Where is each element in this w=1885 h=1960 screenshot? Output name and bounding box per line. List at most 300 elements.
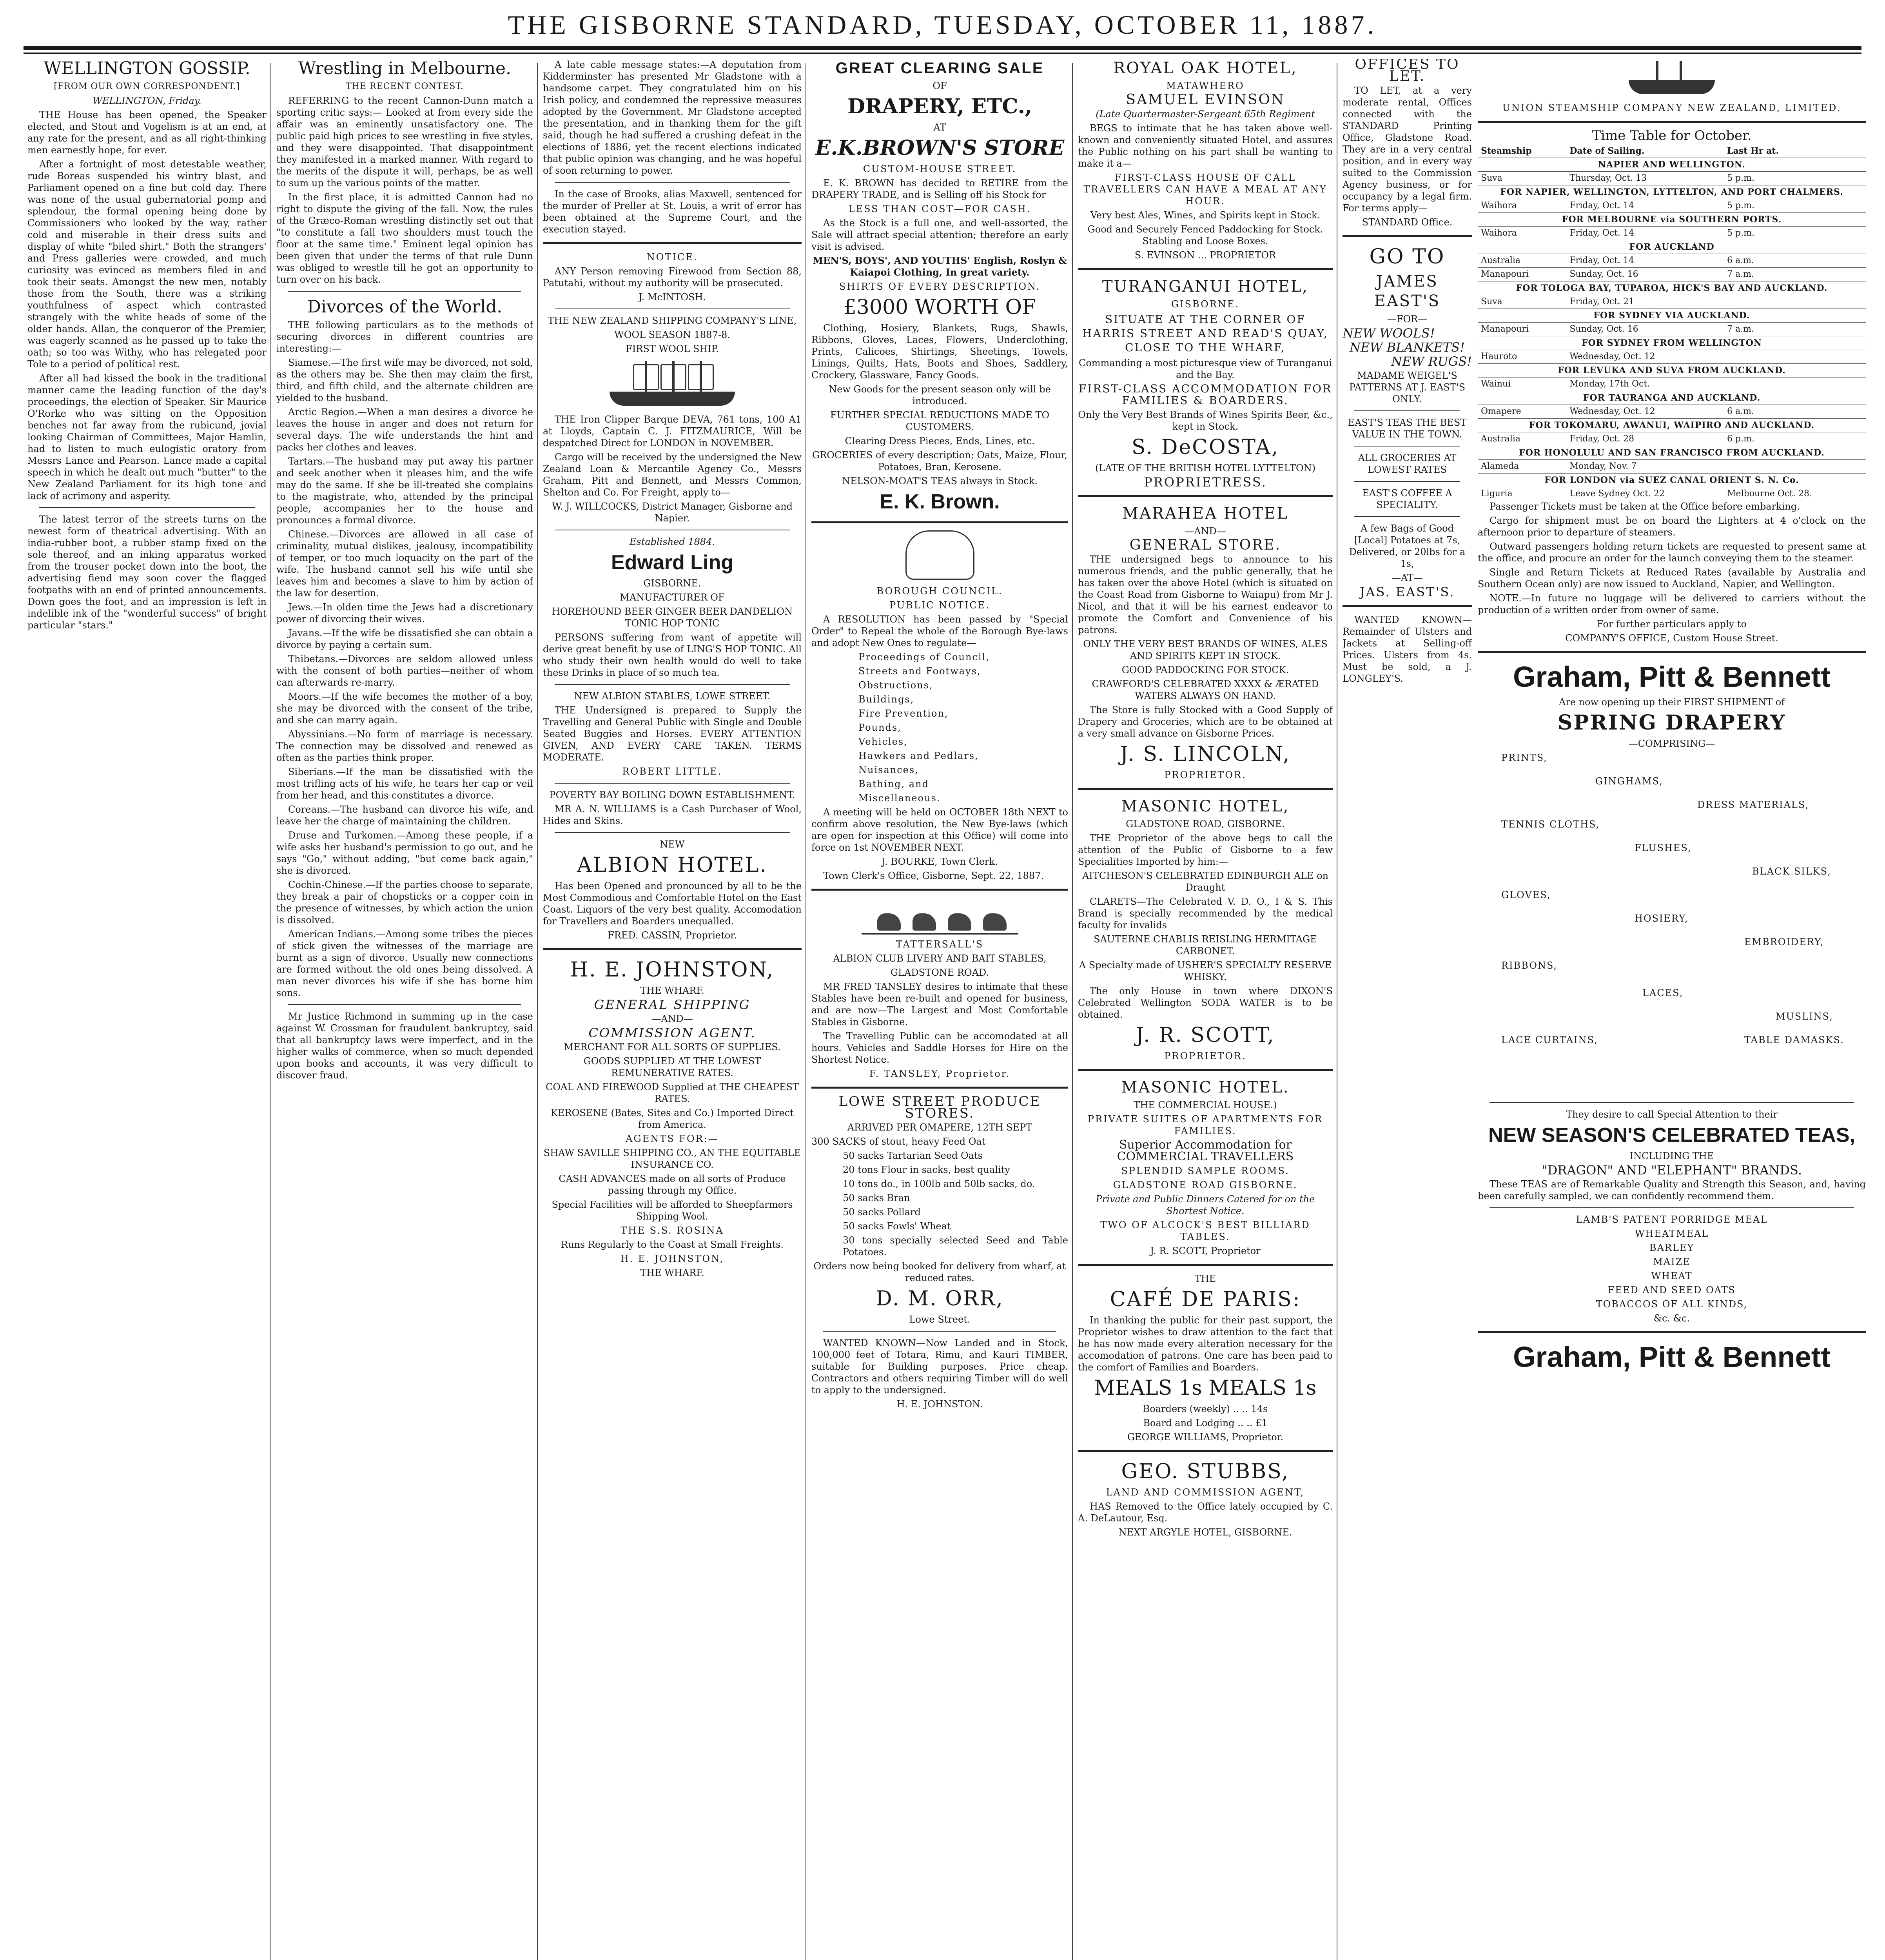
evinson-late: (Late Quartermaster-Sergeant 65th Regiment — [1096, 109, 1315, 120]
gpb-good: FEED AND SEED OATS — [1607, 1285, 1736, 1296]
gpb-good: TOBACCOS OF ALL KINDS, — [1596, 1299, 1748, 1310]
ship-text: THE Iron Clipper Barque DEVA, 761 tons, 100 A1 at Lloyds, Captain C. J. FITZMAURICE, Will be despatched Direct for LONDON in NOVEMBER. — [543, 414, 802, 448]
ship-signature: W. J. WILLCOCKS, District Manager, Gisborne and Napier. — [552, 501, 793, 524]
gpb-teas: NEW SEASON'S CELEBRATED TEAS, — [1488, 1124, 1855, 1147]
orr-name: D. M. ORR, — [876, 1287, 1004, 1310]
johnston-merchant: MERCHANT FOR ALL SORTS OF SUPPLIES. — [564, 1042, 781, 1053]
article-subheading: THE RECENT CONTEST. — [346, 82, 464, 91]
timetable-section: FOR LONDON via SUEZ CANAL ORIENT S. N. Co. — [1478, 474, 1866, 487]
gpb-item: TENNIS CLOTHS, — [1501, 819, 1600, 830]
timetable-time: 6 a.m. — [1724, 254, 1866, 268]
gpb-item: TABLE DAMASKS. — [1744, 1034, 1844, 1045]
timetable-time: 5 p.m. — [1724, 172, 1866, 185]
divider — [823, 1331, 1056, 1332]
article-paragraph: Coreans.—The husband can divorce his wife, and leave her the charge of maintaining the children. — [276, 804, 533, 827]
timetable-section-row — [1478, 240, 1866, 254]
sale-items: Clothing, Hosiery, Blankets, Rugs, Shawls, Ribbons, Gloves, Laces, Flowers, Underclothing, Prints, Calicoes, Shirtings, Sheetings, Towels, Linings, Quilts, Hats, Boots and Shoes, Saddlery, Crockery, Glassware, Fancy Goods. — [811, 323, 1068, 381]
timetable-section-row — [1478, 391, 1866, 405]
timetable-ship: Australia — [1478, 254, 1566, 268]
sailing-ship-icon — [602, 359, 743, 410]
albion-stables-heading: NEW ALBION STABLES, LOWE STREET. — [574, 691, 771, 702]
timetable-section: FOR SYDNEY FROM WELLINGTON — [1478, 336, 1866, 350]
horses-icon — [862, 898, 1018, 935]
wanted-text: WANTED KNOWN—Now Landed and in Stock, 100,000 feet of Totara, Rimu, and Kauri TIMBER, suitable for Building purposes. Price cheap. Contractors and others requiring Timber will do well to apply to the undersigned. — [811, 1338, 1068, 1396]
timetable-row — [1478, 227, 1866, 240]
dateline: WELLINGTON, Friday. — [93, 95, 201, 106]
lowe-item: 50 sacks Pollard — [843, 1207, 921, 1218]
divider — [1354, 410, 1460, 411]
east-teas: EAST'S TEAS THE BEST VALUE IN THE TOWN. — [1348, 417, 1467, 440]
byline: [FROM OUR OWN CORRESPONDENT.] — [54, 82, 240, 91]
go-to: GO TO — [1369, 245, 1445, 269]
orr-street: Lowe Street. — [909, 1314, 971, 1325]
new-blankets: NEW BLANKETS! — [1350, 340, 1465, 355]
timetable-table — [1478, 144, 1866, 501]
divider-thick — [1478, 121, 1866, 123]
passenger-note: Cargo for shipment must be on board the Lighters at 4 o'clock on the afternoon prior to departure of steamers. — [1478, 515, 1866, 538]
timetable-section: FOR TOKOMARU, AWANUI, WAIPIRO AND AUCKLAND. — [1478, 419, 1866, 432]
gpb-item: EMBROIDERY, — [1744, 936, 1824, 947]
masonic-commercial-heading: MASONIC HOTEL. — [1121, 1078, 1290, 1096]
rosina-text: Runs Regularly to the Coast at Small Freights. — [561, 1239, 784, 1250]
timetable-date: Friday, Oct. 28 — [1566, 432, 1724, 446]
sale-clearing: Clearing Dress Pieces, Ends, Lines, etc. — [845, 436, 1035, 446]
ling-text: PERSONS suffering from want of appetite will derive great benefit by use of LING'S HOP TONIC. All who study their own health would do well to take these Drinks in place of so much tea. — [543, 632, 802, 678]
timetable-row — [1478, 323, 1866, 336]
timetable-date: Sunday, Oct. 16 — [1566, 268, 1724, 281]
divider — [555, 783, 790, 784]
divider-thick — [1078, 1450, 1333, 1452]
column-wrestling-divorces — [276, 59, 533, 1960]
article-paragraph: Thibetans.—Divorces are seldom allowed unless with the consent of both parties—neither of whom can afterwards re-marry. — [276, 653, 533, 688]
johnston-footer: H. E. JOHNSTON, — [620, 1253, 724, 1264]
lowe-item: 50 sacks Fowls' Wheat — [843, 1221, 951, 1232]
stubbs-agent: LAND AND COMMISSION AGENT, — [1106, 1487, 1305, 1498]
timetable-time: 6 p.m. — [1724, 432, 1866, 446]
turanganui-place: GISBORNE. — [1171, 299, 1240, 310]
gpb-item: GLOVES, — [1501, 889, 1551, 900]
sale-shirts: SHIRTS OF EVERY DESCRIPTION. — [839, 281, 1041, 292]
boiling-heading: POVERTY BAY BOILING DOWN ESTABLISHMENT. — [549, 789, 795, 800]
timetable-section-row — [1478, 309, 1866, 323]
column-offices-east — [1343, 59, 1472, 1960]
masonic-road: GLADSTONE ROAD, GISBORNE. — [1126, 818, 1285, 829]
stubbs-address: NEXT ARGYLE HOTEL, GISBORNE. — [1118, 1527, 1292, 1538]
divider — [1489, 1102, 1854, 1103]
article-paragraph: Moors.—If the wife becomes the mother of a boy, she may be divorced with the consent of the tribe, and she can marry again. — [276, 691, 533, 726]
timetable-section: FOR LEVUKA AND SUVA FROM AUCKLAND. — [1478, 364, 1866, 377]
gpb-item: FLUSHES, — [1635, 842, 1692, 853]
passenger-note: Outward passengers holding return tickets are requested to present same at the office, and procure an order for the launch conveying them to the steamer. — [1478, 541, 1866, 564]
albion-stables-signature: ROBERT LITTLE. — [622, 766, 722, 777]
council-item: Bathing, and — [858, 779, 929, 789]
divider-thick — [811, 1087, 1068, 1089]
johnston-coal: COAL AND FIREWOOD Supplied at THE CHEAPEST RATES. — [546, 1082, 799, 1104]
passenger-note: Single and Return Tickets at Reduced Rates (available by Australia and Southern Ocean only) are now issued to Auckland, Napier, and Wellington. — [1478, 567, 1866, 590]
gpb-good: BARLEY — [1649, 1242, 1695, 1253]
timetable-ship: Australia — [1478, 432, 1566, 446]
offices-heading: OFFICES TO LET. — [1355, 59, 1460, 84]
divider-thick — [811, 889, 1068, 891]
council-item: Nuisances, — [858, 764, 919, 775]
further-particulars: For further particulars apply to — [1597, 619, 1747, 630]
johnston-agents: AGENTS FOR:— — [626, 1133, 719, 1144]
turanganui-accom: FIRST-CLASS ACCOMMODATION FOR FAMILIES & BOARDERS. — [1078, 382, 1332, 407]
article-paragraph: Siberians.—If the man be dissatisfied with the most trifling acts of his wife, he tears her cap or veil from her head, and this constitutes a divorce. — [276, 766, 533, 801]
masthead-rule-thin — [24, 53, 1861, 54]
timetable-date: Wednesday, Oct. 12 — [1566, 405, 1724, 419]
council-item: Miscellaneous. — [858, 793, 941, 804]
divider-thick — [1078, 495, 1333, 497]
timetable-row — [1478, 172, 1866, 185]
timetable-ship: Manapouri — [1478, 323, 1566, 336]
east-groceries: ALL GROCERIES AT LOWEST RATES — [1358, 452, 1457, 475]
divider — [555, 832, 790, 833]
lincoln-prop: PROPRIETOR. — [1164, 769, 1246, 780]
article-paragraph: THE following particulars as to the methods of securing divorces in different countries are interesting:— — [276, 319, 533, 354]
gpb-item: HOSIERY, — [1635, 913, 1689, 924]
tattersall-road: GLADSTONE ROAD. — [890, 967, 989, 978]
council-item: Vehicles, — [858, 736, 908, 747]
cafe-name: CAFÉ DE PARIS: — [1110, 1288, 1301, 1311]
johnston-footer-wharf: THE WHARF. — [640, 1267, 704, 1278]
gpb-item: PRINTS, — [1501, 752, 1548, 763]
timetable-time: 7 a.m. — [1724, 268, 1866, 281]
decosta-name: S. DeCOSTA, — [1131, 436, 1279, 459]
gpb-spring: SPRING DRAPERY — [1557, 711, 1786, 735]
timetable-ship: Wainui — [1478, 377, 1566, 391]
tattersall-name: TATTERSALL'S — [896, 939, 984, 950]
council-office: Town Clerk's Office, Gisborne, Sept. 22, 1887. — [823, 870, 1044, 881]
sale-clothing: MEN'S, BOYS', AND YOUTHS' English, Roslyn & Kaiapoi Clothing, In great variety. — [813, 255, 1067, 278]
masonic-whisky: A Specialty made of USHER'S SPECIALTY RESERVE WHISKY. — [1079, 960, 1332, 982]
divider — [39, 507, 255, 508]
timetable-date: Friday, Oct. 21 — [1566, 295, 1724, 309]
east-at: —AT— — [1391, 572, 1423, 583]
article-paragraph: Siamese.—The first wife may be divorced, not sold, as the others may be. She then may claim the first, third, and fifth child, and the alternate children are yielded to the husband. — [276, 357, 533, 403]
albion-hotel-new: NEW — [660, 839, 685, 850]
timetable-row — [1478, 254, 1866, 268]
council-item: Fire Prevention, — [858, 708, 949, 719]
johnston-agents-list: SHAW SAVILLE SHIPPING CO., AN THE EQUITABLE INSURANCE CO. — [543, 1147, 801, 1170]
gpb-item: DRESS MATERIALS, — [1697, 799, 1809, 810]
divider — [555, 684, 790, 685]
masonic-suites: PRIVATE SUITES OF APARTMENTS FOR FAMILIES. — [1087, 1114, 1323, 1136]
evinson-name: SAMUEL EVINSON — [1126, 92, 1285, 108]
gpb-item: LACE CURTAINS, — [1501, 1034, 1598, 1045]
johnston-name: H. E. JOHNSTON, — [570, 958, 775, 982]
divider-thick — [1078, 788, 1333, 790]
johnston-special: Special Facilities will be afforded to Sheepfarmers Shipping Wool. — [552, 1199, 793, 1222]
lowe-item: 30 tons specially selected Seed and Table Potatoes. — [843, 1235, 1068, 1258]
tattersall-signature: F. TANSLEY, Proprietor. — [869, 1068, 1011, 1079]
brown-store: E.K.BROWN'S STORE — [815, 136, 1065, 160]
council-item: Obstructions, — [858, 680, 933, 691]
timetable-time: Melbourne Oct. 28. — [1724, 487, 1866, 501]
timetable-time: 6 a.m. — [1724, 405, 1866, 419]
article-paragraph: Tartars.—The husband may put away his partner and seek another when it pleases him, and the wife may do the same. If she be ill-treated she complains to the magistrate, who, attended by the principal people, accompanies her to the house and pronounces a formal divorce. — [276, 456, 533, 526]
evinson-text: BEGS to intimate that he has taken above well-known and conveniently situated Hotel, and assures the Public nothing on his part shall be wanting to make it a— — [1078, 123, 1333, 169]
timetable-date: Wednesday, Oct. 12 — [1566, 350, 1724, 364]
timetable-time: 5 p.m. — [1724, 227, 1866, 240]
gpb-footer: Graham, Pitt & Bennett — [1513, 1341, 1831, 1373]
gpb-good: MAIZE — [1653, 1256, 1691, 1267]
timetable-row — [1478, 377, 1866, 391]
masonic-text: THE Proprietor of the above begs to call the attention of the Public of Gisborne to a few Specialities Imported by him:— — [1078, 833, 1333, 867]
timetable-ship: Omapere — [1478, 405, 1566, 419]
evinson-house: FIRST-CLASS HOUSE OF CALL TRAVELLERS CAN HAVE A MEAL AT ANY HOUR. — [1083, 172, 1327, 207]
lincoln-name: J. S. LINCOLN, — [1120, 742, 1291, 766]
timetable-section-row — [1478, 213, 1866, 227]
notice-heading: NOTICE. — [646, 252, 698, 263]
timetable-ship: Suva — [1478, 295, 1566, 309]
timetable-date: Friday, Oct. 14 — [1566, 199, 1724, 213]
marahea-brands: ONLY THE VERY BEST BRANDS OF WINES, ALES AND SPIRITS KEPT IN STOCK. — [1083, 639, 1328, 661]
turanganui-view: Commanding a most picturesque view of Turanganui and the Bay. — [1078, 358, 1332, 380]
gpb-attention: They desire to call Special Attention to their — [1566, 1109, 1778, 1120]
gpb-opening: Are now opening up their FIRST SHIPMENT of — [1558, 697, 1785, 708]
timetable-row — [1478, 460, 1866, 474]
lowe-item: 50 sacks Tartarian Seed Oats — [843, 1150, 983, 1161]
tattersall-public: The Travelling Public can be accomodated at all hours. Vehicles and Saddle Horses for Hire on the Shortest Notice. — [811, 1031, 1068, 1065]
scott-prop: PROPRIETOR. — [1164, 1051, 1246, 1062]
gpb-item: RIBBONS, — [1501, 960, 1558, 971]
column-news-ads — [543, 59, 802, 1960]
council-signature: J. BOURKE, Town Clerk. — [882, 856, 998, 867]
council-item: Hawkers and Pedlars, — [858, 750, 979, 761]
timetable-header-row — [1478, 144, 1866, 158]
ling-products: HOREHOUND BEER GINGER BEER DANDELION TONIC HOP TONIC — [552, 606, 793, 629]
council-meeting: A meeting will be held on OCTOBER 18th NEXT to confirm above resolution, the New Bye-laws (which are open for inspection at this Office) will come into force on 1st NOVEMBER NEXT. — [811, 807, 1068, 853]
timetable-date: Monday, Nov. 7 — [1566, 460, 1724, 474]
notice-text: ANY Person removing Firewood from Section 88, Patutahi, without my authority will be prosecuted. — [543, 266, 802, 289]
ling-name: Edward Ling — [611, 551, 733, 574]
sale-of: OF — [933, 80, 947, 91]
evinson-signature: S. EVINSON ... PROPRIETOR — [1134, 250, 1276, 261]
first-wool-ship: FIRST WOOL SHIP. — [626, 343, 719, 354]
gpb-etc: &c. &c. — [1653, 1313, 1690, 1324]
column-divider — [270, 63, 271, 1960]
sale-amount: £3000 WORTH OF — [843, 296, 1036, 319]
timetable-section-row — [1478, 419, 1866, 432]
timetable-ship: Waihora — [1478, 227, 1566, 240]
evinson-paddock: Good and Securely Fenced Paddocking for Stock. Stabling and Loose Boxes. — [1087, 224, 1323, 247]
sale-heading: GREAT CLEARING SALE — [835, 60, 1044, 77]
gpb-teas-text: These TEAS are of Remarkable Quality and Strength this Season, and, having been carefully sampled, we can confidently recommend them. — [1478, 1179, 1866, 1201]
council-item: Pounds, — [858, 722, 902, 733]
gpb-brands: "DRAGON" AND "ELEPHANT" BRANDS. — [1542, 1163, 1802, 1178]
shipping-heading: THE NEW ZEALAND SHIPPING COMPANY'S LINE, — [548, 315, 797, 326]
sale-reductions: FURTHER SPECIAL REDUCTIONS MADE TO CUSTOMERS. — [830, 410, 1050, 432]
royal-oak-heading: ROYAL OAK HOTEL, — [1113, 59, 1297, 77]
offices-signature: STANDARD Office. — [1362, 217, 1453, 228]
masonic-clarets: CLARETS—The Celebrated V. D. O., I & S. This Brand is specially recommended by the medical faculty for invalids — [1078, 896, 1333, 931]
east-coffee: EAST'S COFFEE A SPECIALITY. — [1362, 488, 1452, 510]
timetable-row — [1478, 199, 1866, 213]
sale-text: As the Stock is a full one, and well-assorted, the Sale will attract special attention; therefore an early visit is advised. — [811, 218, 1068, 252]
custom-house-street: CUSTOM-HOUSE STREET. — [863, 163, 1017, 174]
timetable-date: Leave Sydney Oct. 22 — [1566, 487, 1724, 501]
scott-name: J. R. SCOTT, — [1136, 1024, 1275, 1047]
divider-thick — [1078, 1069, 1333, 1071]
gpb-good: WHEAT — [1651, 1270, 1693, 1281]
article-paragraph: Jews.—In olden time the Jews had a discretionary power of divorcing their wives. — [276, 602, 533, 624]
article-paragraph: Abyssinians.—No form of marriage is necessary. The connection may be dissolved and renewed as often as the parties think proper. — [276, 729, 533, 763]
timetable-section-row — [1478, 158, 1866, 172]
timetable-time: 5 p.m. — [1724, 199, 1866, 213]
cafe-boarders: Boarders (weekly) .. .. 14s — [1143, 1403, 1268, 1414]
masonic-scott: J. R. SCOTT, Proprietor — [1150, 1245, 1261, 1256]
lowe-item: 300 SACKS of stout, heavy Feed Oat — [811, 1136, 986, 1147]
timetable-time — [1724, 460, 1866, 474]
passenger-note: NOTE.—In future no luggage will be delivered to carriers without the production of a written order from owner of same. — [1478, 593, 1866, 615]
gpb-including: INCLUDING THE — [1629, 1151, 1714, 1161]
timetable-row — [1478, 405, 1866, 419]
divider-thick — [1343, 235, 1472, 237]
decosta-late: (LATE OF THE BRITISH HOTEL LYTTELTON) — [1095, 463, 1316, 474]
timetable-heading: Time Table for October. — [1592, 128, 1752, 143]
cafe-the: THE — [1194, 1273, 1216, 1284]
timetable-section: FOR AUCKLAND — [1478, 240, 1866, 254]
steamship-icon — [1621, 63, 1723, 98]
timetable-date: Friday, Oct. 14 — [1566, 227, 1724, 240]
divider — [1354, 481, 1460, 482]
timetable-ship: Alameda — [1478, 460, 1566, 474]
article-paragraph: After all had kissed the book in the traditional manner came the leading function of the day's proceedings, the election of Speaker. Sir Maurice O'Rorke who was sitting on the Opposition benches not far away from the rubicund, jovial looking Chairman of Committees, Major Hamlin, had to listen to much eulogistic oratory from Messrs Lance and Pearson. Lance made a capital speech in which he dealt out much "butter" to the New Zealand Parliament for its high tone and lack of acrimony and asperity. — [27, 373, 267, 501]
divider-thick — [1078, 1264, 1333, 1266]
turanganui-heading: TURANGANUI HOTEL, — [1102, 278, 1309, 296]
timetable-date: Monday, 17th Oct. — [1566, 377, 1724, 391]
marahea-heading: MARAHEA HOTEL — [1122, 505, 1288, 523]
timetable-time — [1724, 295, 1866, 309]
cafe-text: In thanking the public for their past support, the Proprietor wishes to draw attention to the fact that he has now made every alteration necessary for the accomodation of patrons. One care has been paid to the comfort of Families and Boarders. — [1078, 1315, 1333, 1373]
article-paragraph: THE House has been opened, the Speaker elected, and Stout and Vogelism is at an end, at any rate for the present, and as all right-thinking men earnestly hope, for ever. — [27, 109, 267, 156]
wool-season: WOOL SEASON 1887-8. — [614, 329, 730, 340]
article-paragraph: Mr Justice Richmond in summing up in the case against W. Crossman for fraudulent bankruptcy, said that all bankruptcy laws were imperfect, and in the higher walks of commerce, when so much depended upon books and accounts, it was very difficult to discover fraud. — [276, 1011, 533, 1081]
article-heading: WELLINGTON GOSSIP. — [44, 59, 250, 78]
masthead — [0, 0, 1885, 59]
masonic-road2: GLADSTONE ROAD GISBORNE. — [1113, 1180, 1298, 1191]
cafe-signature: GEORGE WILLIAMS, Proprietor. — [1127, 1432, 1284, 1443]
gpb-items — [1478, 752, 1866, 1097]
johnston-kerosene: KEROSENE (Bates, Sites and Co.) Imported Direct from America. — [551, 1107, 794, 1130]
divider — [288, 1004, 521, 1005]
divider — [1489, 1207, 1854, 1208]
article-paragraph: Javans.—If the wife be dissatisfied she can obtain a divorce by paying a certain sum. — [276, 628, 533, 650]
gpb-item: MUSLINS, — [1776, 1011, 1833, 1022]
gpb-item: BLACK SILKS, — [1752, 866, 1831, 877]
council-item: Proceedings of Council, — [858, 652, 990, 662]
divider-thick — [1078, 268, 1333, 270]
timetable-row — [1478, 268, 1866, 281]
lowe-item: 20 tons Flour in sacks, best quality — [843, 1164, 1010, 1175]
turanganui-situate: SITUATE AT THE CORNER OF HARRIS STREET AND READ'S QUAY, CLOSE TO THE WHARF, — [1082, 313, 1328, 354]
masthead-rule — [24, 46, 1861, 50]
timetable-section: FOR MELBOURNE via SOUTHERN PORTS. — [1478, 213, 1866, 227]
cafe-board: Board and Lodging .. .. £1 — [1143, 1417, 1268, 1428]
sale-text: E. K. BROWN has decided to RETIRE from the DRAPERY TRADE, and is Selling off his Stock for — [811, 178, 1068, 200]
masonic-ale: AITCHESON'S CELEBRATED EDINBURGH ALE on Draught — [1082, 870, 1329, 893]
masonic-accom: Superior Accommodation for COMMERCIAL TRAVELLERS — [1117, 1138, 1294, 1163]
timetable-section-row — [1478, 281, 1866, 295]
timetable-row — [1478, 350, 1866, 364]
divider — [555, 182, 790, 183]
east-name: JAMES EAST'S — [1374, 272, 1441, 310]
lowe-arrived: ARRIVED PER OMAPERE, 12TH SEPT — [847, 1122, 1032, 1133]
timetable-section: NAPIER AND WELLINGTON. — [1478, 158, 1866, 172]
divider — [1354, 516, 1460, 517]
divider-thick — [811, 521, 1068, 523]
timetable-section: FOR SYDNEY VIA AUCKLAND. — [1478, 309, 1866, 323]
timetable-date: Thursday, Oct. 13 — [1566, 172, 1724, 185]
divider-thick — [543, 242, 802, 244]
timetable-section-row — [1478, 474, 1866, 487]
masonic-soda: The only House in town where DIXON'S Celebrated Wellington SODA WATER is to be obtained. — [1078, 985, 1333, 1020]
gpb-name: Graham, Pitt & Bennett — [1513, 661, 1831, 693]
gpb-good: WHEATMEAL — [1635, 1228, 1709, 1239]
article-paragraph: The latest terror of the streets turns on the newest form of theatrical advertising. With an india-rubber boot, a rubber stamp fixed on the sole thereof, and an inking apparatus worked from the trouser pocket down into the boot, the advertising fiend may soon cover the flagged footpaths with an end of printed announcements. Down goes the foot, and an impression is left in indelible ink of the "wonderful success" of bright particular "stars." — [27, 514, 267, 631]
weigel-patterns: MADAME WEIGEL'S PATTERNS AT J. EAST'S ONLY. — [1349, 370, 1466, 405]
article-paragraph: In the case of Brooks, alias Maxwell, sentenced for the murder of Preller at St. Louis, a writ of error has been obtained at the Supreme Court, and the execution stayed. — [543, 189, 802, 235]
johnston-commission: COMMISSION AGENT. — [588, 1025, 756, 1040]
column-divider — [537, 63, 538, 1960]
coat-of-arms-icon — [905, 530, 974, 580]
sale-groceries: GROCERIES of every description; Oats, Maize, Flour, Potatoes, Bran, Kerosene. — [812, 450, 1067, 472]
timetable-date: Friday, Oct. 14 — [1566, 254, 1724, 268]
albion-hotel-signature: FRED. CASSIN, Proprietor. — [608, 930, 737, 941]
lowe-orders: Orders now being booked for delivery from wharf, at reduced rates. — [813, 1261, 1066, 1283]
timetable-ship: Manapouri — [1478, 268, 1566, 281]
timetable-ship: Hauroto — [1478, 350, 1566, 364]
turanganui-brands: Only the Very Best Brands of Wines Spirits Beer, &c., kept in Stock. — [1078, 409, 1333, 432]
article-heading: Divorces of the World. — [307, 297, 503, 317]
timetable-section-row — [1478, 446, 1866, 460]
rosina-heading: THE S.S. ROSINA — [620, 1225, 724, 1236]
public-notice: PUBLIC NOTICE. — [889, 600, 990, 611]
column-brown-council — [811, 59, 1068, 1960]
column-union-steamship — [1478, 59, 1866, 1960]
article-paragraph: After a fortnight of most detestable weather, rude Boreas suspended his wintry blast, and Parliament opened on a fine but cold day. There was none of the usual gubernatorial pomp and splendour, the formal opening being done by Commissioners who looked by the way, rather cold and miserable in their dress suits and display of white "biled shirt." Both the strangers' and Press galleries were crowded, and much curiosity was evinced as members filed in and took their seats. Amongst the new men, notably those from the South, there was a striking youthfulness of aspect which contrasted strangely with the white heads of some of the older hands. Allan, the conqueror of the Premier, was eagerly scanned as he passed up to take the oath; so too was Withy, who has relegated poor Tole to a period of political rest. — [27, 159, 267, 370]
timetable-row — [1478, 432, 1866, 446]
new-rugs: NEW RUGS! — [1391, 354, 1472, 369]
company-office: COMPANY'S OFFICE, Custom House Street. — [1565, 633, 1778, 644]
cafe-meals: MEALS 1s MEALS 1s — [1094, 1376, 1317, 1400]
timetable-ship: Suva — [1478, 172, 1566, 185]
council-item: Streets and Footways, — [858, 666, 981, 677]
johnston-and: —AND— — [651, 1013, 693, 1024]
article-paragraph: American Indians.—Among some tribes the pieces of stick given the witnesses of the marriage are burnt as a sign of divorce. Usually new connections are formed without the old ones being dissolved. A man never divorces his wife if she has borne him sons. — [276, 929, 533, 998]
masonic-dinners: Private and Public Dinners Catered for on the Shortest Notice. — [1096, 1194, 1315, 1216]
marahea-store: GENERAL STORE. — [1129, 537, 1281, 553]
article-paragraph: Chinese.—Divorces are allowed in all case of criminality, mutual dislikes, jealousy, incompatibility of temper, or too much loquacity on the part of the wife. The husband cannot sell his wife until she leaves him and becomes a slave to him by action of the law for desertion. — [276, 529, 533, 599]
masonic-rooms: SPLENDID SAMPLE ROOMS. — [1121, 1165, 1290, 1176]
column-divider — [1072, 63, 1073, 1960]
east-potatoes: A few Bags of Good [Local] Potatoes at 7s, Delivered, or 20lbs for a 1s, — [1349, 523, 1466, 569]
masonic-wines: SAUTERNE CHABLIS REISLING HERMITAGE CARBONET. — [1094, 934, 1317, 956]
timetable-date: Sunday, Oct. 16 — [1566, 323, 1724, 336]
timetable-time: 7 a.m. — [1724, 323, 1866, 336]
timetable-header: Date of Sailing. — [1566, 144, 1724, 158]
boiling-text: MR A. N. WILLIAMS is a Cash Purchaser of Wool, Hides and Skins. — [543, 804, 802, 826]
newspaper-title: THE GISBORNE STANDARD, TUESDAY, OCTOBER 11, 1887. — [508, 10, 1377, 40]
divider-thick — [1478, 1331, 1866, 1333]
tattersall-heading: ALBION CLUB LIVERY AND BAIT STABLES, — [833, 953, 1047, 964]
lowe-item: 50 sacks Bran — [843, 1192, 910, 1203]
marahea-text: THE undersigned begs to announce to his numerous friends, and the public generally, that he has taken over the above Hotel (which is situated on the Coast Road from Gisborne to Waiapu) from Mr J. Nicol, and that it will be his earnest endeavor to promote the Comfort and Convenience of his patrons. — [1078, 554, 1333, 635]
timetable-time — [1724, 377, 1866, 391]
timetable-ship: Waihora — [1478, 199, 1566, 213]
decosta-prop: PROPRIETRESS. — [1144, 475, 1267, 490]
